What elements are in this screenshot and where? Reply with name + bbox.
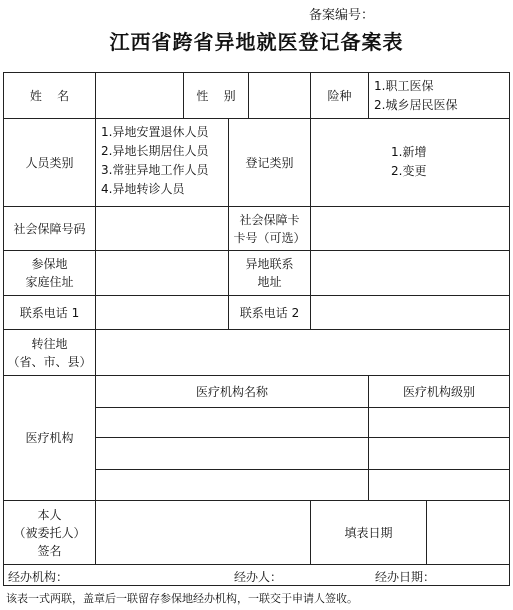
fill-date-label: 填表日期 (344, 525, 393, 540)
transfer-destination-field[interactable] (96, 330, 509, 375)
remote-address-label-line: 地址 (257, 275, 282, 289)
person-type-option[interactable]: 1.异地安置退休人员 (101, 125, 209, 139)
ss-card-label (229, 207, 310, 250)
signature-field[interactable] (96, 501, 310, 564)
phone2-field[interactable] (311, 296, 509, 329)
remote-address-field[interactable] (311, 251, 509, 295)
person-type-label: 人员类别 (25, 155, 74, 170)
ss-number-field[interactable] (96, 207, 228, 250)
fill-date-field[interactable] (427, 501, 509, 564)
signature-label-line: （被委托人） (13, 525, 86, 540)
agency-label: 经办机构： (8, 570, 69, 584)
transfer-label-line: 转往地 (31, 336, 68, 351)
phone2-label: 联系电话 2 (239, 305, 300, 320)
handle-date-label: 经办日期： (375, 570, 436, 584)
register-type-option[interactable]: 1.新增 (391, 145, 427, 159)
person-type-options[interactable] (101, 123, 208, 199)
transfer-label-line: （省、市、县） (7, 354, 92, 369)
name-label: 姓 名 (29, 88, 70, 103)
hospital-name-field[interactable] (96, 438, 368, 469)
ss-number-label: 社会保障号码 (13, 221, 86, 236)
case-number-label: 备案编号： (309, 8, 375, 23)
home-address-label-line: 参保地 (31, 257, 68, 271)
insurance-label: 险种 (327, 88, 352, 103)
hospital-level-field[interactable] (369, 408, 509, 437)
hospital-level-field[interactable] (369, 438, 509, 469)
phone1-label: 联系电话 1 (19, 305, 80, 320)
insurance-options[interactable] (374, 77, 457, 115)
hospital-name-field[interactable] (96, 408, 368, 437)
insurance-option[interactable]: 2.城乡居民医保 (374, 98, 458, 112)
transfer-destination-label (4, 330, 95, 375)
hospital-label: 医疗机构 (25, 431, 74, 445)
handler-label: 经办人： (234, 570, 283, 584)
hospital-name-header: 医疗机构名称 (195, 384, 268, 399)
register-type-options[interactable] (391, 143, 426, 181)
name-field[interactable] (96, 73, 183, 118)
hospital-level-field[interactable] (369, 470, 509, 500)
signature-label (4, 501, 95, 564)
insurance-option[interactable]: 1.职工医保 (374, 79, 434, 93)
person-type-option[interactable]: 2.异地长期居住人员 (101, 144, 209, 158)
ss-card-field[interactable] (311, 207, 509, 250)
remote-address-label (229, 251, 310, 295)
person-type-option[interactable]: 4.异地转诊人员 (101, 182, 185, 196)
hospital-level-header: 医疗机构级别 (402, 384, 475, 399)
person-type-option[interactable]: 3.常驻异地工作人员 (101, 163, 209, 177)
home-address-field[interactable] (96, 251, 228, 295)
signature-label-line: 签名 (37, 543, 62, 558)
gender-label: 性 别 (196, 88, 236, 103)
ss-card-label-line: 社会保障卡 (239, 212, 300, 227)
hospital-name-field[interactable] (96, 470, 368, 500)
home-address-label-line: 家庭住址 (25, 275, 74, 289)
remote-address-label-line: 异地联系 (245, 257, 294, 271)
ss-card-label-line: 卡号（可选） (233, 230, 306, 245)
register-type-option[interactable]: 2.变更 (391, 164, 427, 178)
signature-label-line: 本人 (37, 507, 62, 522)
register-type-label: 登记类别 (245, 155, 294, 170)
home-address-label (4, 251, 95, 295)
form-title: 江西省跨省异地就医登记备案表 (109, 30, 404, 54)
phone1-field[interactable] (96, 296, 228, 329)
form-note: 该表一式两联，盖章后一联留存参保地经办机构，一联交于申请人签收。 (6, 592, 358, 605)
gender-field[interactable] (249, 73, 310, 118)
